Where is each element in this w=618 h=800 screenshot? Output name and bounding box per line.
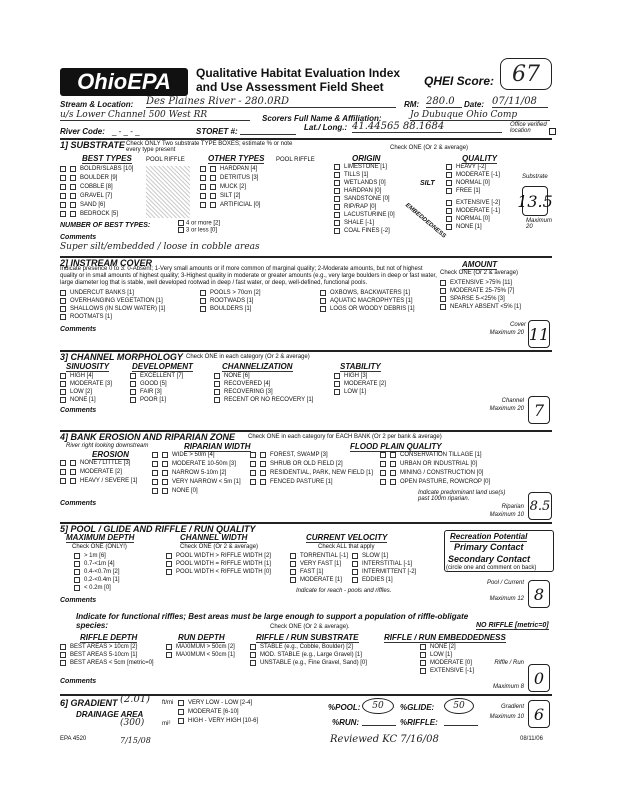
office-verified-label: Office verified location bbox=[510, 122, 547, 134]
pct-run-value[interactable] bbox=[362, 716, 396, 726]
riparian-score[interactable]: 8.5 bbox=[528, 492, 552, 520]
quality-header: QUALITY bbox=[462, 154, 498, 163]
sinuosity-row[interactable]: MODERATE [3] bbox=[60, 381, 112, 387]
gradient-value[interactable]: (2.01) bbox=[120, 694, 151, 705]
development-header: DEVELOPMENT bbox=[132, 362, 193, 371]
flood-plain-header: FLOOD PLAIN QUALITY bbox=[350, 442, 442, 451]
sinuosity-row[interactable]: LOW [2] bbox=[60, 389, 92, 395]
gradient-unit: ft/mi bbox=[162, 700, 174, 706]
width-row[interactable]: MODERATE 10-50m [3] bbox=[152, 461, 236, 467]
riffle-substrate-row[interactable]: STABLE (e.g., Cobble, Boulder) [2] bbox=[250, 644, 353, 650]
velocity-row[interactable]: MODERATE [1] bbox=[290, 577, 342, 583]
velocity-row[interactable]: VERY FAST [1] bbox=[290, 561, 341, 567]
riffle-comments-label: Comments bbox=[60, 678, 97, 685]
cover-score-label: Cover bbox=[509, 322, 526, 328]
cover-score[interactable]: 11 bbox=[528, 320, 550, 348]
riffle-depth-header: RIFFLE DEPTH bbox=[80, 633, 138, 642]
other-type-row[interactable]: MUCK [2] bbox=[200, 184, 246, 190]
flood-row[interactable]: URBAN OR INDUSTRIAL [0] bbox=[380, 461, 477, 467]
divider-1 bbox=[60, 138, 552, 140]
cover-title: 2] INSTREAM COVER bbox=[60, 258, 153, 268]
amount-row[interactable]: MODERATE 25-75% [7] bbox=[440, 288, 514, 294]
best-type-row[interactable]: COBBLE [8] bbox=[60, 184, 113, 190]
cover-row[interactable]: OVERHANGING VEGETATION [1] bbox=[60, 298, 163, 304]
run-depth-row[interactable]: MAXIMUM > 50cm [2] bbox=[166, 644, 235, 650]
development-row[interactable]: POOR [1] bbox=[130, 397, 166, 403]
gradient-title: 6] GRADIENT bbox=[60, 698, 118, 708]
pool-riffle-header: POOL RIFFLE bbox=[146, 157, 185, 163]
recreation-title: Recreation Potential bbox=[450, 532, 528, 541]
riffle-substrate-header: RIFFLE / RUN SUBSTRATE bbox=[256, 633, 359, 642]
riffle-depth-row[interactable]: BEST AREAS > 10cm [2] bbox=[60, 644, 137, 650]
stability-row[interactable]: LOW [1] bbox=[334, 389, 366, 395]
depth-row[interactable]: > 1m [6] bbox=[74, 553, 106, 559]
erosion-row[interactable]: NONE / LITTLE [3] bbox=[60, 460, 130, 466]
footer-reviewer: Reviewed KC 7/16/08 bbox=[330, 734, 439, 745]
quality-row[interactable]: MODERATE [-1] bbox=[446, 208, 500, 214]
channel-title: 3] CHANNEL MORPHOLOGY bbox=[60, 352, 183, 362]
drainage-value[interactable]: (300) bbox=[120, 718, 145, 728]
cover-max: Maximum 20 bbox=[489, 330, 524, 336]
velocity-row[interactable]: FAST [1] bbox=[290, 569, 323, 575]
channel-instructions: Check ONE in each category (Or 2 & average) bbox=[186, 354, 310, 360]
sinuosity-header: SINUOSITY bbox=[66, 362, 110, 371]
pool-title: 5] POOL / GLIDE AND RIFFLE / RUN QUALITY bbox=[60, 524, 256, 534]
bank-instructions: Check ONE in each category for EACH BANK (Or 2 per bank & average) bbox=[248, 434, 442, 440]
quality-row[interactable]: MODERATE [-1] bbox=[446, 172, 500, 178]
channelization-header: CHANNELIZATION bbox=[222, 362, 293, 371]
origin-header: ORIGIN bbox=[352, 154, 381, 163]
substrate-title: 1] SUBSTRATE bbox=[60, 140, 125, 150]
qhei-score-label: QHEI Score: bbox=[424, 74, 495, 88]
flood-row[interactable]: MINING / CONSTRUCTION [0] bbox=[380, 470, 483, 476]
stability-row[interactable]: MODERATE [2] bbox=[334, 381, 386, 387]
riffle-embed-row[interactable]: EXTENSIVE [-1] bbox=[420, 668, 474, 674]
width-row[interactable]: NARROW 5-10m [2] bbox=[152, 470, 226, 476]
channel-comments-label: Comments bbox=[60, 407, 97, 414]
riffle-intro: Indicate for functional riffles; Best areas must be large enough to support a population of riffle-obligate species: bbox=[76, 612, 469, 630]
other-type-row[interactable]: HARDPAN [4] bbox=[200, 166, 257, 172]
channel-width-row[interactable]: POOL WIDTH < RIFFLE WIDTH [0] bbox=[166, 569, 271, 575]
gradient-max: Maximum 10 bbox=[489, 714, 524, 720]
gradient-score[interactable]: 6 bbox=[528, 700, 550, 728]
development-row[interactable]: EXCELLENT [7] bbox=[130, 373, 183, 379]
land-use-note: Indicate predominant land use(s) past 100m riparian. bbox=[418, 490, 506, 502]
riffle-embed-row[interactable]: LOW [1] bbox=[420, 652, 452, 658]
amount-header: AMOUNT bbox=[462, 260, 498, 269]
riffle-substrate-row[interactable]: MOD. STABLE (e.g., Large Gravel) [1] bbox=[250, 652, 362, 658]
flood-row[interactable]: RESIDENTIAL, PARK, NEW FIELD [1] bbox=[250, 470, 373, 476]
substrate-comments-label: Comments bbox=[60, 234, 97, 241]
development-row[interactable]: FAIR [3] bbox=[130, 389, 162, 395]
gradient-score-label: Gradient bbox=[500, 704, 524, 710]
substrate-check-one: Check ONE (Or 2 & average) bbox=[390, 145, 469, 151]
riparian-max: Maximum 10 bbox=[489, 512, 524, 518]
flood-row[interactable]: SHRUB OR OLD FIELD [2] bbox=[250, 461, 343, 467]
depth-row[interactable]: < 0.2m [0] bbox=[74, 585, 111, 591]
latlong-value[interactable]: 41.44565 88.1684 bbox=[352, 121, 502, 133]
origin-row[interactable]: LIMESTONE [1] bbox=[334, 164, 387, 170]
depth-row[interactable]: 0.7-<1m [4] bbox=[74, 561, 115, 567]
cover-row[interactable]: SHALLOWS (IN SLOW WATER) [1] bbox=[60, 306, 165, 312]
origin-row[interactable]: WETLANDS [0] bbox=[334, 180, 386, 186]
velocity-row[interactable]: SLOW [1] bbox=[352, 553, 388, 559]
drainage-unit: mi² bbox=[162, 721, 171, 727]
cover-row[interactable]: POOLS > 70cm [2] bbox=[200, 290, 261, 296]
channel-width-row[interactable]: POOL WIDTH = RIFFLE WIDTH [1] bbox=[166, 561, 271, 567]
river-right-label: River right looking downstream bbox=[66, 443, 149, 449]
pct-run-label: %RUN: bbox=[332, 718, 360, 727]
form-title: Qualitative Habitat Evaluation Index and Use Assessment Field Sheet bbox=[196, 66, 401, 94]
quality-row[interactable]: HEAVY [-2] bbox=[446, 164, 486, 170]
channel-score[interactable]: 7 bbox=[528, 396, 550, 424]
riffle-depth-row[interactable]: BEST AREAS < 5cm [metric=0] bbox=[60, 660, 154, 666]
number-best-opts[interactable]: 4 or more [2] 3 or less [0] bbox=[178, 220, 220, 233]
scorers-label: Scorers Full Name & Affiliation: bbox=[262, 114, 382, 123]
sinuosity-row[interactable]: NONE [1] bbox=[60, 397, 96, 403]
channelization-row[interactable]: RECOVERED [4] bbox=[214, 381, 270, 387]
max-depth-check: Check ONE (ONLY!) bbox=[72, 544, 127, 550]
amount-check: Check ONE (Or 2 & average) bbox=[440, 270, 519, 276]
pool-score-label: Pool / Current bbox=[486, 580, 524, 586]
channel-width-row[interactable]: POOL WIDTH > RIFFLE WIDTH [2] bbox=[166, 553, 271, 559]
velocity-row[interactable]: EDDIES [1] bbox=[352, 577, 393, 583]
best-type-row[interactable]: GRAVEL [7] bbox=[60, 193, 112, 199]
office-verified-checkbox[interactable] bbox=[549, 128, 556, 135]
erosion-row[interactable]: MODERATE [2] bbox=[60, 469, 122, 475]
flood-row[interactable]: FENCED PASTURE [1] bbox=[250, 479, 333, 485]
cover-row[interactable]: ROOTWADS [1] bbox=[200, 298, 253, 304]
riparian-width-header: RIPARIAN WIDTH bbox=[184, 442, 251, 451]
width-row[interactable]: WIDE > 50m [4] bbox=[152, 452, 215, 458]
cover-row[interactable]: AQUATIC MACROPHYTES [1] bbox=[320, 298, 413, 304]
primary-contact[interactable]: Primary Contact bbox=[454, 542, 524, 552]
stream-location-value[interactable]: Des Plaines River - 280.0RD bbox=[146, 96, 396, 108]
width-row[interactable]: VERY NARROW < 5m [1] bbox=[152, 479, 241, 485]
run-depth-row[interactable]: MAXIMUM < 50cm [1] bbox=[166, 652, 235, 658]
riffle-embed-row[interactable]: MODERATE [0] bbox=[420, 660, 472, 666]
velocity-row[interactable]: INTERMITTENT [-2] bbox=[352, 569, 416, 575]
embeddedness-label: EMBEDDEDNESS bbox=[404, 202, 447, 240]
origin-row[interactable]: LACUSTURINE [0] bbox=[334, 212, 395, 218]
other-type-row[interactable]: DETRITUS [3] bbox=[200, 175, 258, 181]
scorers-value[interactable]: Jo Dubuque Ohio Comp bbox=[410, 110, 550, 121]
channel-score-label: Channel bbox=[501, 398, 524, 404]
riffle-depth-row[interactable]: BEST AREAS 5-10cm [1] bbox=[60, 652, 137, 658]
substrate-score-label: Substrate bbox=[522, 174, 548, 180]
other-types-header: OTHER TYPES bbox=[208, 154, 265, 163]
pool-riffle-marks bbox=[146, 166, 190, 218]
pct-riffle-value[interactable] bbox=[444, 716, 478, 726]
origin-row[interactable]: TILLS [1] bbox=[334, 172, 368, 178]
recreation-note: (circle one and comment on back) bbox=[446, 565, 537, 571]
no-riffle[interactable]: NO RIFFLE [metric=0] bbox=[476, 622, 549, 629]
pct-riffle-label: %RIFFLE: bbox=[400, 718, 438, 727]
date-label: Date: bbox=[464, 100, 485, 109]
velocity-check: Check ALL that apply bbox=[318, 544, 375, 550]
velocity-row[interactable]: TORRENTIAL [-1] bbox=[290, 553, 348, 559]
cover-row[interactable]: UNDERCUT BANKS [1] bbox=[60, 290, 134, 296]
velocity-header: CURRENT VELOCITY bbox=[306, 533, 388, 542]
ohio-epa-logo: OhioEPA bbox=[60, 68, 188, 96]
max-depth-header: MAXIMUM DEPTH bbox=[66, 533, 135, 542]
depth-row[interactable]: 0.4-<0.7m [2] bbox=[74, 569, 120, 575]
quality-row[interactable]: NONE [1] bbox=[446, 224, 482, 230]
amount-row[interactable]: EXTENSIVE >75% [11] bbox=[440, 280, 512, 286]
cover-comments-label: Comments bbox=[60, 326, 97, 333]
other-type-row[interactable]: ARTIFICIAL [0] bbox=[200, 202, 260, 208]
pool-max: Maximum 12 bbox=[489, 596, 524, 602]
riffle-score[interactable]: 0 bbox=[528, 664, 550, 692]
gradient-level-row[interactable]: HIGH - VERY HIGH [10-6] bbox=[178, 718, 258, 724]
best-type-row[interactable]: BOULDER [9] bbox=[60, 175, 117, 181]
storet-label: STORET #: bbox=[196, 127, 238, 136]
origin-row[interactable]: RIP/RAP [0] bbox=[334, 204, 376, 210]
erosion-row[interactable]: HEAVY / SEVERE [1] bbox=[60, 478, 137, 484]
channel-max: Maximum 20 bbox=[489, 406, 524, 412]
river-code-label: River Code: bbox=[60, 127, 105, 136]
riffle-max: Maximum 8 bbox=[492, 684, 524, 690]
riffle-substrate-row[interactable]: UNSTABLE (e.g., Fine Gravel, Sand) [0] bbox=[250, 660, 367, 666]
pct-pool-value[interactable]: 50 bbox=[362, 698, 394, 714]
pct-glide-label: %GLIDE: bbox=[400, 703, 435, 712]
run-depth-header: RUN DEPTH bbox=[178, 633, 225, 642]
depth-row[interactable]: 0.2-<0.4m [1] bbox=[74, 577, 120, 583]
substrate-instructions: Check ONLY Two substrate TYPE BOXES; estimate % or note every type present bbox=[126, 141, 293, 153]
cover-row[interactable]: BOULDERS [1] bbox=[200, 306, 251, 312]
origin-row[interactable]: HARDPAN [0] bbox=[334, 188, 381, 194]
pct-glide-value[interactable]: 50 bbox=[444, 698, 474, 714]
other-type-row[interactable]: SILT [2] bbox=[200, 193, 240, 199]
bank-title: 4] BANK EROSION AND RIPARIAN ZONE bbox=[60, 432, 236, 442]
bank-comments-label: Comments bbox=[60, 500, 97, 507]
origin-row[interactable]: COAL FINES [-2] bbox=[334, 228, 390, 234]
best-types-header: BEST TYPES bbox=[82, 154, 132, 163]
best-type-row[interactable]: BEDROCK [5] bbox=[60, 211, 118, 217]
other-pool-riffle-header: POOL RIFFLE bbox=[276, 157, 315, 163]
quality-row[interactable]: FREE [1] bbox=[446, 188, 480, 194]
substrate-score[interactable]: 13.5 bbox=[522, 186, 548, 216]
flood-row[interactable]: CONSERVATION TILLAGE [1] bbox=[380, 452, 482, 458]
channelization-row[interactable]: RECOVERING [3] bbox=[214, 389, 273, 395]
channelization-row[interactable]: NONE [6] bbox=[214, 373, 250, 379]
riffle-embed-header: RIFFLE / RUN EMBEDDEDNESS bbox=[384, 633, 506, 642]
river-code-value[interactable]: _ - _ - _ bbox=[112, 127, 140, 136]
flood-row[interactable]: OPEN PASTURE, ROWCROP [0] bbox=[380, 479, 490, 485]
origin-row[interactable]: SANDSTONE [0] bbox=[334, 196, 390, 202]
rm-label: RM: bbox=[404, 100, 420, 109]
secondary-contact[interactable]: Secondary Contact bbox=[448, 554, 531, 564]
channelization-row[interactable]: RECENT OR NO RECOVERY [1] bbox=[214, 397, 313, 403]
latlong-label: Lat./ Long.: bbox=[304, 123, 348, 132]
gradient-level-row[interactable]: MODERATE [6-10] bbox=[178, 709, 239, 715]
cover-row[interactable]: LOGS OR WOODY DEBRIS [1] bbox=[320, 306, 415, 312]
velocity-row[interactable]: INTERSTITIAL [-1] bbox=[352, 561, 412, 567]
quality-row[interactable]: NORMAL [0] bbox=[446, 180, 490, 186]
channel-width-check: Check ONE (Or 2 & average) bbox=[180, 544, 259, 550]
riffle-check: Check ONE (Or 2 & average). bbox=[270, 624, 350, 630]
channel-width-header: CHANNEL WIDTH bbox=[180, 533, 248, 542]
riffle-embed-row[interactable]: NONE [2] bbox=[420, 644, 456, 650]
cover-row[interactable]: ROOTMATS [1] bbox=[60, 314, 112, 320]
best-type-row[interactable]: SAND [6] bbox=[60, 202, 105, 208]
drainage-label: DRAINAGE AREA bbox=[76, 710, 144, 719]
date-value[interactable]: 07/11/08 bbox=[492, 96, 548, 108]
silt-label: SILT bbox=[420, 180, 435, 187]
pool-score[interactable]: 8 bbox=[528, 580, 550, 608]
velocity-note: Indicate for reach - pools and riffles. bbox=[296, 588, 392, 594]
cover-row[interactable]: OXBOWS, BACKWATERS [1] bbox=[320, 290, 410, 296]
amount-row[interactable]: SPARSE 5-<25% [3] bbox=[440, 296, 505, 302]
cover-description: Indicate presence 0 to 3: 0-Absent; 1-Very small amounts or if more common of marginal quality; 2-Moderate amounts, but not of highest quality or in small amounts of highest quality; 3-Highest quality in moderate or greater amounts (e.g., very large boulders in deep or fast water, large diameter log that is stable, well developed rootwad in deep / fast water, or deep, well-defined, functional pools. bbox=[60, 266, 437, 286]
footer-form-number: EPA 4520 bbox=[60, 736, 87, 742]
best-type-row[interactable]: BOLDR/SLABS [10] bbox=[60, 166, 133, 172]
riffle-score-label: Riffle / Run bbox=[494, 660, 524, 666]
riparian-score-label: Riparian bbox=[501, 504, 524, 510]
footer-revision: 08/11/06 bbox=[520, 736, 543, 742]
qhei-score-value: 67 bbox=[500, 58, 552, 90]
stability-row[interactable]: HIGH [3] bbox=[334, 373, 367, 379]
erosion-header: EROSION bbox=[92, 450, 129, 459]
substrate-max: Maximum 20 bbox=[526, 218, 553, 230]
sinuosity-row[interactable]: HIGH [4] bbox=[60, 373, 93, 379]
flood-row[interactable]: FOREST, SWAMP [3] bbox=[250, 452, 328, 458]
stability-header: STABILITY bbox=[340, 362, 381, 371]
stream-location-label: Stream & Location: bbox=[60, 100, 134, 109]
pool-comments-label: Comments bbox=[60, 597, 97, 604]
quality-row[interactable]: NORMAL [0] bbox=[446, 216, 490, 222]
quality-row[interactable]: EXTENSIVE [-2] bbox=[446, 200, 500, 206]
origin-row[interactable]: SHALE [-1] bbox=[334, 220, 374, 226]
development-row[interactable]: GOOD [5] bbox=[130, 381, 167, 387]
substrate-comments-value[interactable]: Super silt/embedded / loose in cobble areas bbox=[60, 242, 260, 252]
width-row[interactable]: NONE [0] bbox=[152, 488, 198, 494]
gradient-level-row[interactable]: VERY LOW - LOW [2-4] bbox=[178, 700, 252, 706]
rm-value[interactable]: 280.0 bbox=[426, 96, 462, 108]
number-best-types-label: NUMBER OF BEST TYPES: bbox=[60, 222, 151, 229]
pct-pool-label: %POOL: bbox=[328, 703, 361, 712]
footer-mid-mark: 7/15/08 bbox=[120, 736, 151, 745]
amount-row[interactable]: NEARLY ABSENT <5% [1] bbox=[440, 304, 521, 310]
storet-value[interactable] bbox=[240, 125, 296, 135]
location-detail[interactable]: u/s Lower Channel 500 West RR bbox=[60, 110, 250, 121]
